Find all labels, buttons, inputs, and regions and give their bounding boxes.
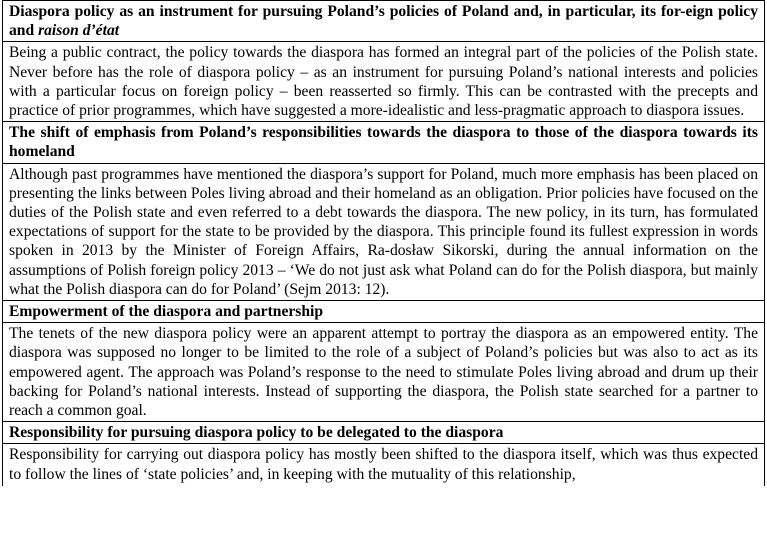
section-heading-text: Diaspora policy as an instrument for pursuing Poland’s policies of Poland and, in particular, its for-eign policy and — [9, 3, 758, 40]
section-heading — [3, 1, 765, 42]
section-heading-italic: raison d’état — [38, 22, 120, 40]
section-heading-row — [3, 422, 765, 444]
section-heading: Empowerment of the diaspora and partnership — [3, 301, 765, 323]
section-heading-row — [3, 122, 765, 163]
section-body-row — [3, 444, 765, 487]
section-body-row — [3, 323, 765, 422]
section-body-text: Responsibility for carrying out diaspora policy has mostly been shifted to the diaspora itself, which was thus expected to follow the lines of ‘state policies’ and, in keeping with the mutuality of this relationship, — [9, 446, 758, 483]
section-heading: The shift of emphasis from Poland’s responsibilities towards the diaspora to those of the diaspora towards its homeland — [3, 122, 765, 163]
section-body: Being a public contract, the policy towards the diaspora has formed an integral part of the policies of the Polish state. Never before has the role of diaspora policy – as an instrument for pursuing Poland’s national interests and policies with a particular focus on foreign policy – been reasserted so firmly. This can be contrasted with the precepts and practice of prior programmes, which have suggested a more-idealistic and less-pragmatic approach to diaspora issues. — [3, 42, 765, 122]
section-body: The tenets of the new diaspora policy were an apparent attempt to portray the diaspora as an empowered entity. The diaspora was supposed no longer to be limited to the role of a subject of Poland’s policies but was also to act as its empowered agent. The approach was Poland’s response to the need to stimulate Poles living abroad and drum up their backing for Poland’s national interests. Instead of supporting the diaspora, the Polish state searched for a partner to reach a common goal. — [3, 323, 765, 422]
section-body-row — [3, 163, 765, 300]
section-body-row — [3, 42, 765, 122]
section-body — [3, 444, 765, 487]
section-body: Although past programmes have mentioned the diaspora’s support for Poland, much more emphasis has been placed on presenting the links between Poles living abroad and their homeland as an obligation. Prior policies have focused on the duties of the Polish state and even referred to a debt towards the diaspora. The new policy, in its turn, has formulated expectations of support for the state to be provided by the diaspora. This principle found its fullest expression in words spoken in 2013 by the Minister of Foreign Affairs, Ra-dosław Sikorski, during the annual information on the assumptions of Polish foreign policy 2013 – ‘We do not just ask what Poland can do for the Polish diaspora, but mainly what the Polish diaspora can do for Poland’ (Sejm 2013: 12). — [3, 163, 765, 300]
section-heading-row — [3, 301, 765, 323]
policy-principles-table — [2, 0, 765, 486]
section-heading-row — [3, 1, 765, 42]
section-heading: Responsibility for pursuing diaspora policy to be delegated to the diaspora — [3, 422, 765, 444]
